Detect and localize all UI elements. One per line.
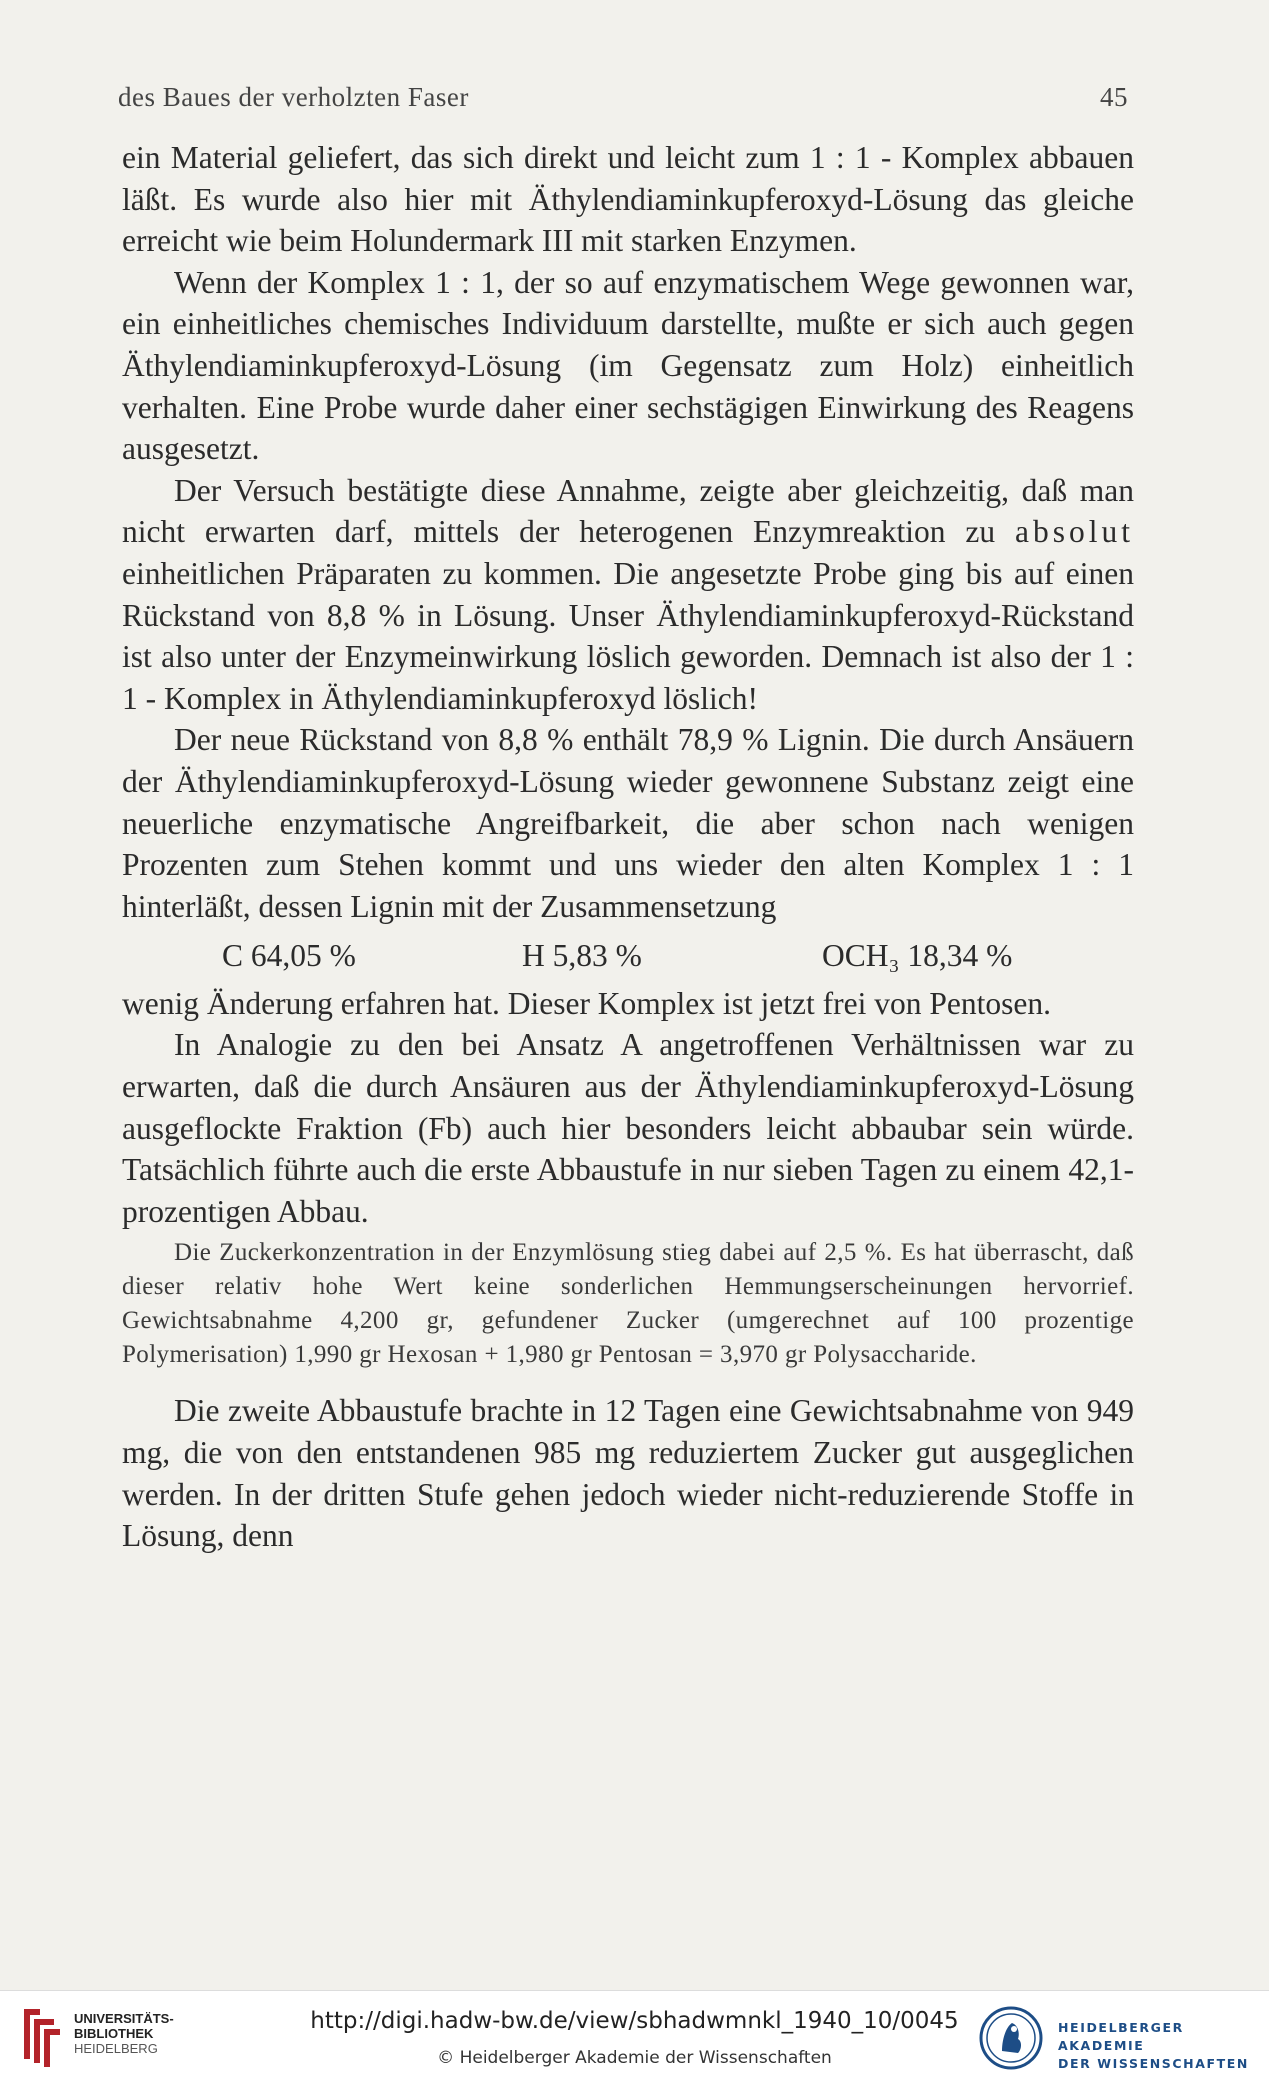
running-head (118, 82, 1128, 122)
paragraph-6: In Analogie zu den bei Ansatz A angetroffenen Verhältnissen war zu erwarten, daß die durch Ansäuren aus der Äthylendiaminkupferoxyd-Lösung ausgeflockte Fraktion (Fb) auch hier besonders leicht abbaubar sein würde. Tatsächlich führte auch die erste Abbaustufe in nur sieben Tagen zu einem 42,1-prozentigen Abbau. (122, 1027, 1134, 1229)
formula-methoxyl: OCH₃ 18,34 % (822, 938, 1013, 974)
running-head-title: des Baues der verholzten Faser (118, 82, 469, 112)
academy-name: HEIDELBERGER AKADEMIE DER WISSENSCHAFTEN (1058, 2020, 1249, 2071)
emphasis-absolut: absolut (1015, 514, 1134, 550)
paragraph-3-before: Der Versuch bestätigte diese Annahme, zeigte aber gleichzeitig, daß man nicht erwarten darf, mittels der heterogenen Enzymreaktion zu (122, 472, 1134, 550)
paragraph-7: Die zweite Abbaustufe brachte in 12 Tagen eine Gewichtsabnahme von 949 mg, die von den entstandenen 985 mg reduziertem Zucker gut ausgeglichen werden. In der dritten Stufe gehen jedoch wieder nicht-reduzierende Stoffe in Lösung, denn (122, 1393, 1134, 1554)
academy-seal-icon (978, 2005, 1044, 2071)
digitization-footer (0, 1990, 1269, 2084)
lignin-composition-formula (122, 935, 1134, 977)
paragraph-5: wenig Änderung erfahren hat. Dieser Komplex ist jetzt frei von Pentosen. (122, 985, 1051, 1021)
copyright-notice: © Heidelberger Akademie der Wissenschaften (437, 2048, 832, 2068)
formula-carbon: C 64,05 % (222, 938, 356, 974)
note-text: Die Zuckerkonzentration in der Enzymlösung stieg dabei auf 2,5 %. Es hat überrascht, daß dieser relativ hohe Wert keine sonderlichen Hemmungserscheinungen hervorrief. Gewichtsabnahme 4,200 gr, gefundener Zucker (umgerechnet auf 100 prozentige Polymerisation) 1,990 gr Hexosan + 1,980 gr Pentosan = 3,970 gr Polysaccharide. (122, 1239, 1134, 1369)
page-number: 45 (1100, 82, 1128, 112)
permalink-url[interactable]: http://digi.hadw-bw.de/view/sbhadwmnkl_1940_10/0045 (310, 2008, 959, 2034)
paragraph-4: Der neue Rückstand von 8,8 % enthält 78,9 % Lignin. Die durch Ansäuern der Äthylendiaminkupferoxyd-Lösung wieder gewonnene Substanz zeigt eine neuerliche enzymatische Angreifbarkeit, die aber schon nach wenigen Prozenten zum Stehen kommt und uns wieder den alten Komplex 1 : 1 hinterläßt, dessen Lignin mit der Zusammensetzung (122, 722, 1134, 924)
paragraph-2: Wenn der Komplex 1 : 1, der so auf enzymatischem Wege gewonnen war, ein einheitliches chemisches Individuum darstellte, mußte er sich auch gegen Äthylendiaminkupferoxyd-Lösung (im Gegensatz zum Holz) einheitlich verhalten. Eine Probe wurde daher einer sechstägigen Einwirkung des Reagens ausgesetzt. (122, 264, 1134, 467)
paragraph-3 (122, 470, 1134, 720)
small-print-note (122, 1236, 1134, 1372)
paragraph-1: ein Material geliefert, das sich direkt und leicht zum 1 : 1 - Komplex abbauen läßt. Es wurde also hier mit Äthylendiaminkupferoxyd-Lösung das gleiche erreicht wie beim Holundermark III mit starken Enzymen. (122, 140, 1134, 259)
body-text (122, 137, 1134, 1557)
formula-hydrogen: H 5,83 % (522, 938, 642, 974)
university-library-name: UNIVERSITÄTS- BIBLIOTHEK HEIDELBERG (74, 2011, 174, 2056)
paragraph-3-after: einheitlichen Präparaten zu kommen. Die angesetzte Probe ging bis auf einen Rückstand von 8,8 % in Lösung. Unser Äthylendiaminkupferoxyd-Rückstand ist also unter der Enzymeinwirkung löslich geworden. Demnach ist also der 1 : 1 - Komplex in Äthylendiaminkupferoxyd löslich! (122, 555, 1134, 716)
